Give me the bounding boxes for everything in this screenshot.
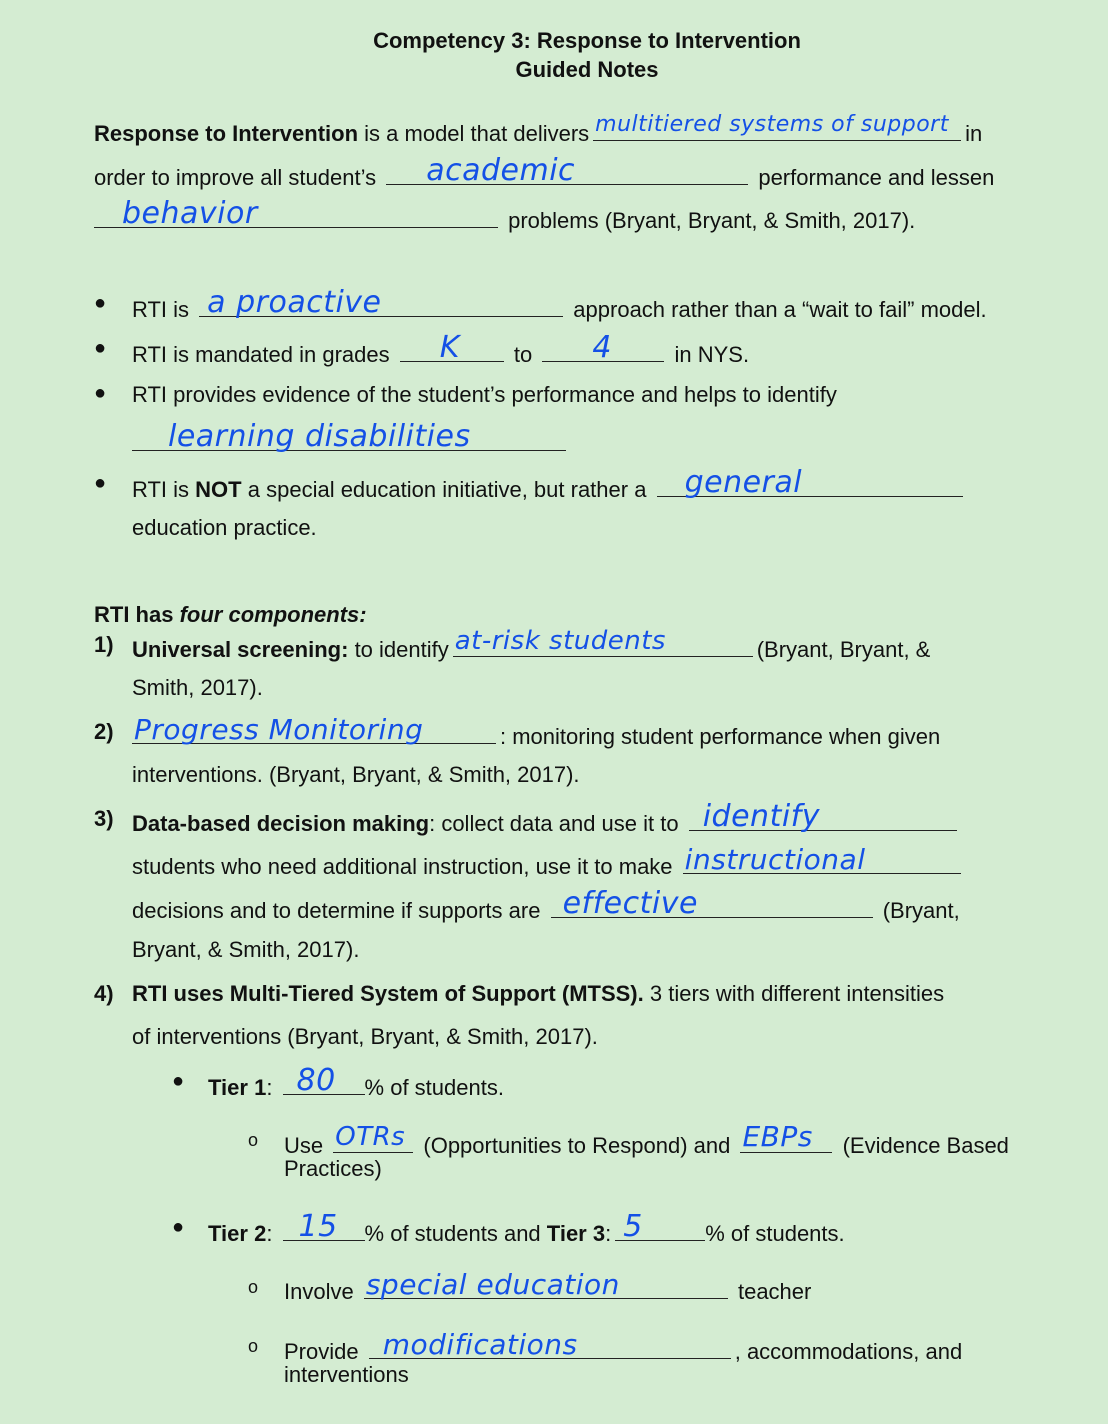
bullet-icon: ● — [94, 472, 107, 494]
component-2-cont: interventions. (Bryant, Bryant, & Smith, 2017). — [132, 762, 580, 787]
component-4-cont: of interventions (Bryant, Bryant, & Smith, 2017). — [132, 1024, 598, 1049]
answer-blank — [542, 330, 664, 365]
circle-bullet-icon: o — [248, 1336, 259, 1356]
answer-blank — [400, 330, 504, 365]
answer-blank — [615, 1209, 705, 1244]
handwritten-answer: OTRs — [335, 1122, 406, 1152]
item-number: 3) — [94, 806, 114, 831]
components-heading: RTI has four components: — [94, 602, 367, 627]
intro-line-1: Response to Intervention is a model that delivers multitiered systems of support in — [94, 112, 983, 146]
handwritten-answer: learning disabilities — [168, 419, 471, 454]
handwritten-answer: effective — [562, 886, 698, 921]
handwritten-answer: academic — [426, 153, 576, 188]
handwritten-answer: 80 — [296, 1063, 336, 1098]
handwritten-answer: at-risk students — [454, 626, 666, 656]
handwritten-answer: multitiered systems of support — [595, 112, 949, 137]
bullet-4-cont: education practice. — [132, 515, 317, 540]
component-3-line-2: students who need additional instruction, use it to make instructional — [132, 849, 965, 880]
item-number: 1) — [94, 632, 114, 657]
component-1: Universal screening: to identify at-risk students (Bryant, Bryant, & — [132, 626, 931, 662]
tier-2-3: Tier 2: 15 % of students and Tier 3: 5 % of students. — [208, 1209, 845, 1246]
answer-blank — [740, 1120, 832, 1153]
handwritten-answer: behavior — [122, 196, 258, 231]
answer-blank — [283, 1209, 365, 1244]
answer-blank — [369, 1328, 731, 1361]
bullet-icon: ● — [94, 382, 107, 404]
rti-term: Response to Intervention — [94, 121, 359, 146]
answer-blank — [453, 626, 753, 657]
bullet-2: RTI is mandated in grades K to 4 in NYS. — [132, 330, 750, 367]
answer-blank — [199, 285, 563, 320]
component-4: RTI uses Multi-Tiered System of Support (MTSS). 3 tiers with different intensities — [132, 981, 945, 1006]
bullet-icon: ● — [94, 337, 107, 359]
handwritten-answer: modifications — [382, 1328, 578, 1361]
bullet-icon: ● — [94, 292, 107, 314]
answer-blank — [551, 886, 873, 921]
tier-1-use-cont: Practices) — [284, 1156, 382, 1181]
bullet-1: RTI is a proactive approach rather than a “wait to fail” model. — [132, 285, 987, 322]
item-number: 2) — [94, 719, 114, 744]
bullet-4: RTI is NOT a special education initiative, but rather a general — [132, 472, 967, 503]
tier-provide-cont: interventions — [284, 1362, 409, 1387]
bullet-3-blank-line — [132, 419, 570, 457]
answer-blank — [283, 1063, 365, 1098]
answer-blank — [132, 419, 566, 454]
answer-blank — [657, 465, 963, 500]
bullet-icon: ● — [172, 1216, 185, 1238]
handwritten-answer: instructional — [684, 843, 866, 876]
component-2: Progress Monitoring : monitoring student performance when given — [134, 713, 941, 749]
answer-blank — [386, 153, 748, 188]
component-3-cont: Bryant, & Smith, 2017). — [132, 937, 360, 962]
page-subtitle: Guided Notes — [515, 57, 659, 82]
handwritten-answer: K — [439, 330, 460, 365]
handwritten-answer: 4 — [592, 330, 612, 365]
answer-blank — [94, 196, 498, 231]
answer-blank — [689, 799, 957, 834]
bullet-3: RTI provides evidence of the student’s performance and helps to identify — [132, 382, 837, 407]
circle-bullet-icon: o — [248, 1130, 259, 1150]
tier-provide: Provide modifications , accommodations, and — [284, 1328, 963, 1364]
component-3-line-3: decisions and to determine if supports are effective (Bryant, — [132, 886, 960, 923]
handwritten-answer: 15 — [298, 1209, 338, 1244]
page-title: Competency 3: Response to Intervention — [373, 28, 801, 53]
intro-line-3: behavior problems (Bryant, Bryant, & Smith, 2017). — [94, 203, 915, 234]
handwritten-answer: a proactive — [207, 285, 382, 320]
component-3: Data-based decision making: collect data and use it to identify — [132, 806, 961, 837]
component-1-cont: Smith, 2017). — [132, 675, 263, 700]
tier-1-use: Use OTRs (Opportunities to Respond) and EBPs (Evidence Based — [284, 1120, 1009, 1158]
tier-1: Tier 1: 80 % of students. — [208, 1063, 504, 1100]
answer-blank — [333, 1122, 413, 1153]
bullet-icon: ● — [172, 1070, 185, 1092]
handwritten-answer: Progress Monitoring — [134, 713, 424, 746]
answer-blank — [593, 112, 961, 141]
tier-involve: Involve special education teacher — [284, 1268, 812, 1304]
circle-bullet-icon: o — [248, 1277, 259, 1297]
handwritten-answer: EBPs — [742, 1120, 813, 1153]
answer-blank — [683, 843, 961, 876]
handwritten-answer: general — [684, 465, 803, 500]
handwritten-answer: special education — [365, 1268, 620, 1301]
handwritten-answer: identify — [702, 799, 820, 834]
answer-blank — [132, 713, 496, 746]
handwritten-answer: 5 — [623, 1209, 643, 1244]
item-number: 4) — [94, 981, 114, 1006]
intro-line-2: order to improve all student’s academic performance and lessen — [94, 153, 995, 190]
